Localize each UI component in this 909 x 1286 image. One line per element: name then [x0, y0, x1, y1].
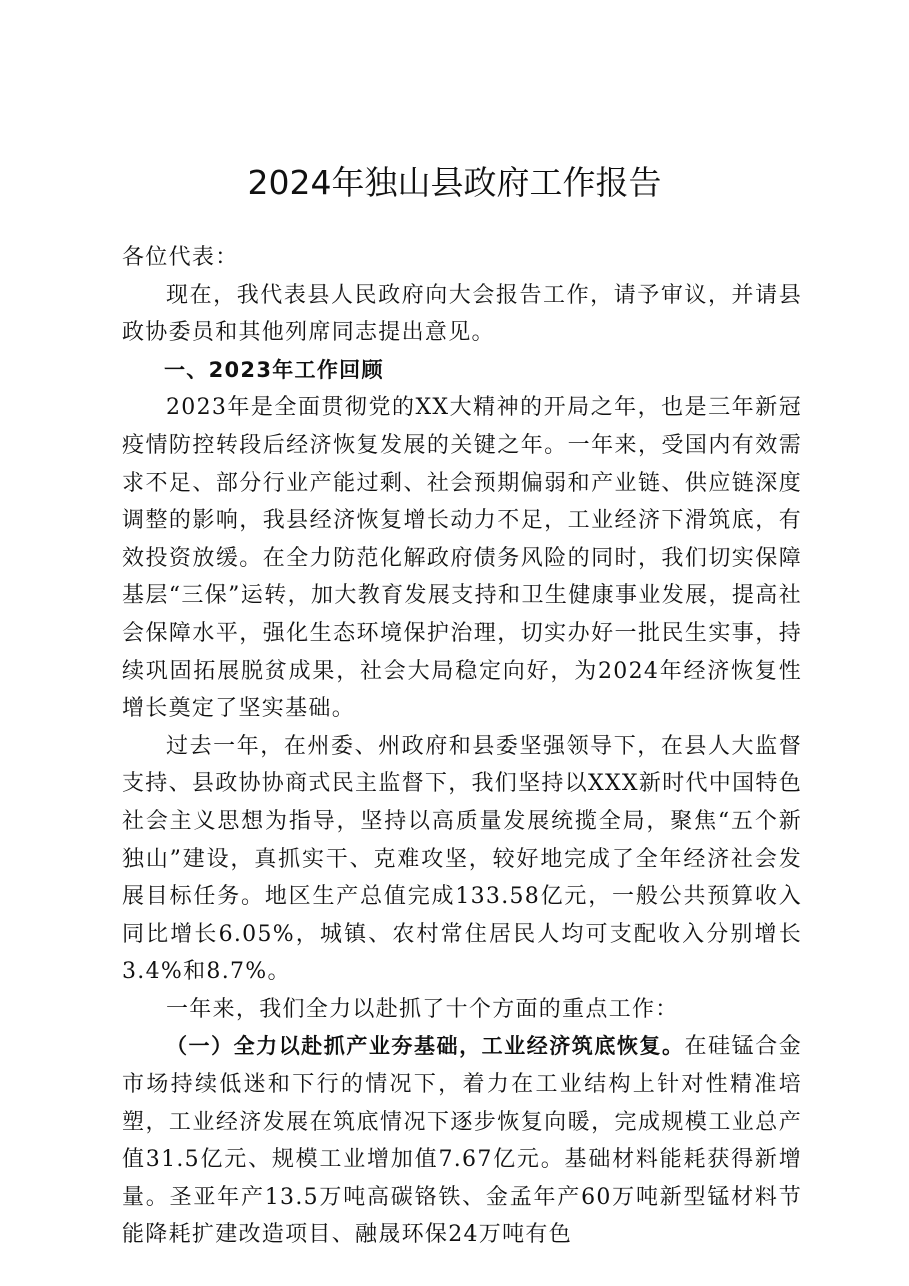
paragraph-industry-lead: （一）全力以赴抓产业夯基础，工业经济筑底恢复。 [166, 1034, 685, 1059]
paragraph-key-work: 一年来，我们全力以赴抓了十个方面的重点工作： [166, 996, 679, 1022]
intro-paragraph: 现在，我代表县人民政府向大会报告工作，请予审议，并请县政协委员和其他列席同志提出意见。 [122, 282, 802, 346]
document-body [122, 239, 802, 1254]
section-heading: 一、2023年工作回顾 [164, 357, 384, 382]
paragraph-achievements: 过去一年，在州委、州政府和县委坚强领导下，在县人大监督支持、县政协协商式民主监督下，我们坚持以XXX新时代中国特色社会主义思想为指导，坚持以高质量发展统揽全局，聚焦“五个新独山”建设，真抓实干、克难攻坚，较好地完成了全年经济社会发展目标任务。地区生产总值完成133.58亿元，一般公共预算收入同比增长6.05%，城镇、农村常住居民人均可支配收入分别增长3.4%和8.7%。 [122, 733, 802, 985]
paragraph-overview: 2023年是全面贯彻党的XX大精神的开局之年，也是三年新冠疫情防控转段后经济恢复发展的关键之年。一年来，受国内有效需求不足、部分行业产能过剩、社会预期偏弱和产业链、供应链深度调整的影响，我县经济恢复增长动力不足，工业经济下滑筑底，有效投资放缓。在全力防范化解政府债务风险的同时，我们切实保障基层“三保”运转，加大教育发展支持和卫生健康事业发展，提高社会保障水平，强化生态环境保护治理，切实办好一批民生实事，持续巩固拓展脱贫成果，社会大局稳定向好，为2024年经济恢复性增长奠定了坚实基础。 [122, 395, 802, 722]
document-title: 2024年独山县政府工作报告 [247, 163, 662, 202]
paragraph-industry-text: 在硅锰合金市场持续低迷和下行的情况下，着力在工业结构上针对性精准培塑，工业经济发展在筑底情况下逐步恢复向暖，完成规模工业总产值31.5亿元、规模工业增加值7.67亿元。基础材料能耗获得新增量。圣亚年产13.5万吨高碳铬铁、金孟年产60万吨新型锰材料节能降耗扩建改造项目、融晟环保24万吨有色 [122, 1034, 802, 1248]
paragraph-industry [122, 1028, 802, 1254]
salutation: 各位代表： [122, 245, 239, 270]
